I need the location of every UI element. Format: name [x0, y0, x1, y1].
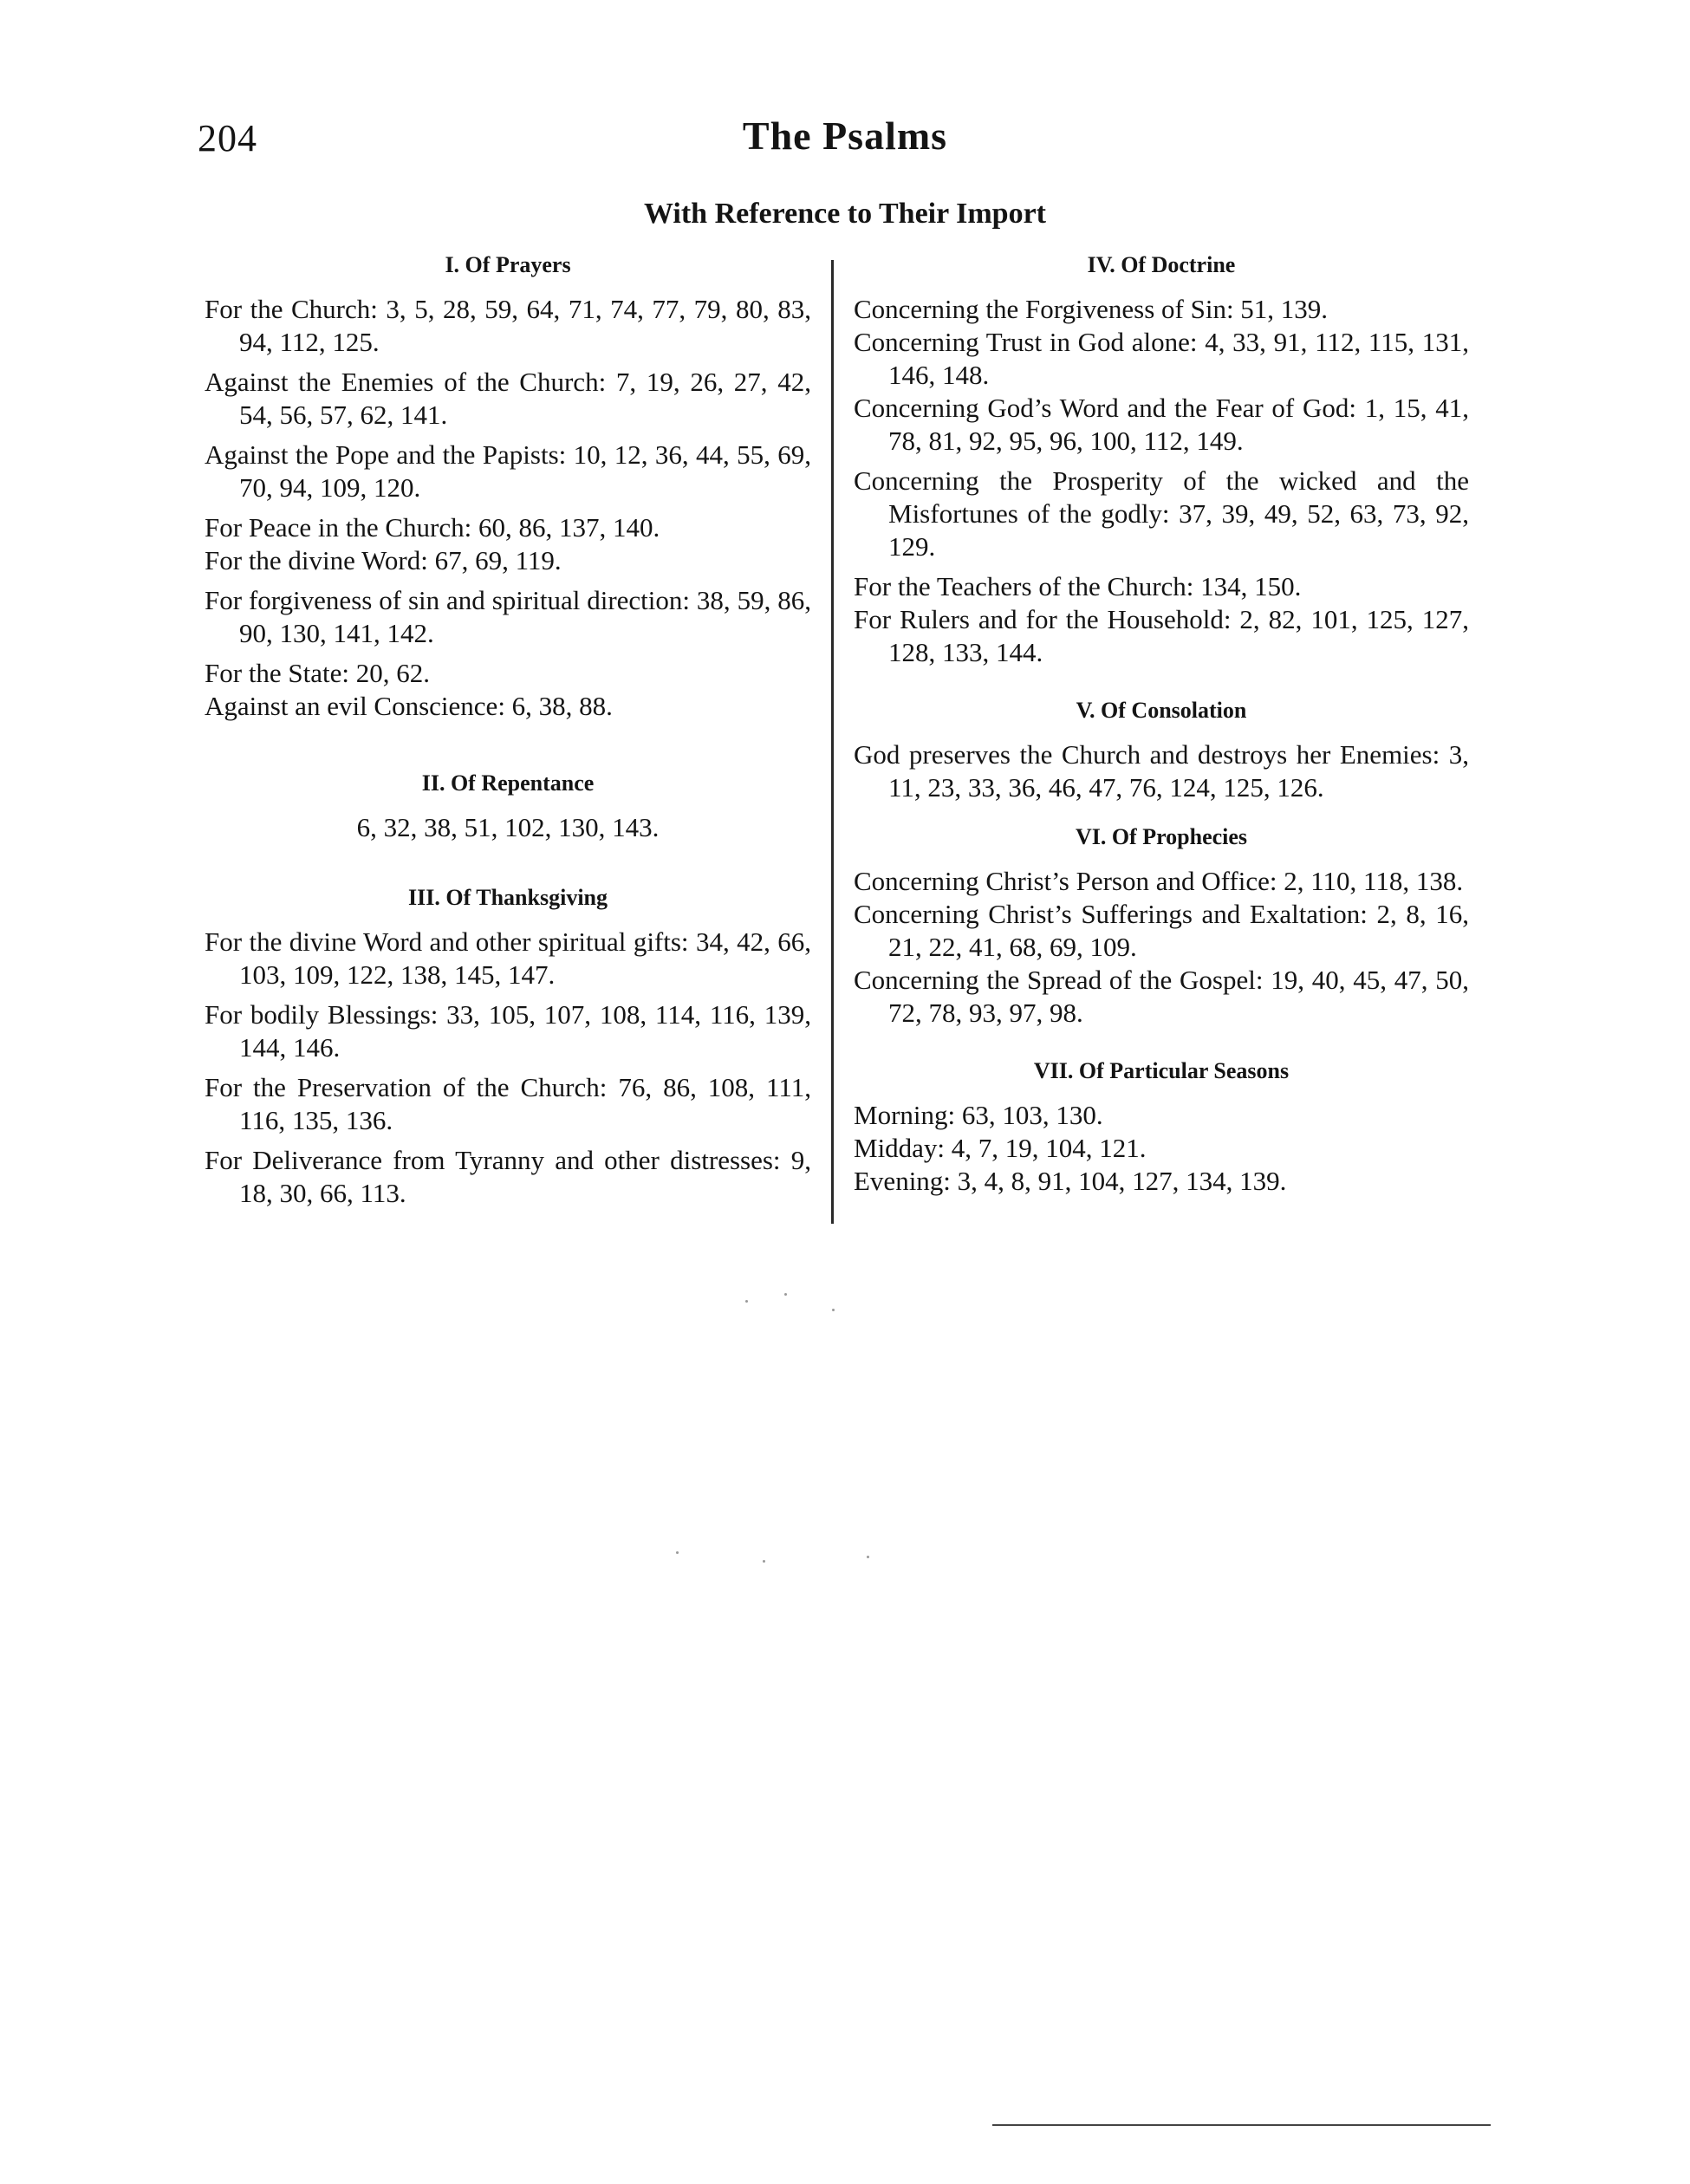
list-item: Concerning Christ’s Person and Office: 2, 110, 118, 138.: [854, 866, 1464, 896]
scan-speck: [867, 1556, 869, 1558]
section-heading: II. Of Repentance: [421, 770, 595, 796]
list-item: Concerning Christ’s Sufferings and Exaltation: 2, 8, 16, 21, 22, 41, 68, 69, 109.: [854, 899, 1469, 962]
list-item: Against the Pope and the Papists: 10, 12, 36, 44, 55, 69, 70, 94, 109, 120.: [205, 439, 811, 503]
list-item: For Deliverance from Tyranny and other distresses: 9, 18, 30, 66, 113.: [205, 1145, 811, 1208]
scan-speck: [745, 1300, 748, 1303]
section-prophecies: [854, 823, 1469, 1030]
page-number: 204: [198, 117, 257, 159]
list-item: Against the Enemies of the Church: 7, 19, 26, 27, 42, 54, 56, 57, 62, 141.: [205, 367, 811, 430]
section-repentance: [205, 770, 811, 844]
section-heading: V. Of Consolation: [1076, 698, 1247, 723]
page-title: The Psalms: [742, 114, 948, 158]
list-item: For the Preservation of the Church: 76, 86, 108, 111, 116, 135, 136.: [205, 1072, 811, 1135]
list-item: Evening: 3, 4, 8, 91, 104, 127, 134, 139.: [854, 1166, 1287, 1196]
column-divider: [831, 260, 834, 1224]
section-seasons: [854, 1057, 1469, 1198]
list-item: For the divine Word: 67, 69, 119.: [205, 545, 562, 575]
list-item: Concerning the Spread of the Gospel: 19, 40, 45, 47, 50, 72, 78, 93, 97, 98.: [854, 965, 1469, 1028]
scan-speck: [763, 1560, 765, 1563]
right-column: [854, 251, 1469, 1198]
list-item: For Rulers and for the Household: 2, 82, 101, 125, 127, 128, 133, 144.: [854, 604, 1469, 667]
scan-speck: [784, 1293, 787, 1296]
list-item: Concerning the Forgiveness of Sin: 51, 139.: [854, 294, 1329, 324]
scan-speck: [676, 1551, 679, 1554]
section-heading: VII. Of Particular Seasons: [1033, 1058, 1290, 1083]
list-item: Midday: 4, 7, 19, 104, 121.: [854, 1133, 1147, 1163]
list-item: For the State: 20, 62.: [205, 658, 431, 688]
list-item: For bodily Blessings: 33, 105, 107, 108, 114, 116, 139, 144, 146.: [205, 999, 811, 1063]
left-column: [205, 251, 811, 1217]
list-item: Concerning God’s Word and the Fear of God: 1, 15, 41, 78, 81, 92, 95, 96, 100, 112, 149.: [854, 393, 1469, 456]
list-item: For the Church: 3, 5, 28, 59, 64, 71, 74, 77, 79, 80, 83, 94, 112, 125.: [205, 294, 811, 357]
section-heading: I. Of Prayers: [445, 252, 571, 277]
page-subtitle: With Reference to Their Import: [644, 198, 1046, 230]
list-item: For Peace in the Church: 60, 86, 137, 140.: [205, 512, 660, 543]
list-item: Morning: 63, 103, 130.: [854, 1100, 1103, 1130]
psalm-list: 6, 32, 38, 51, 102, 130, 143.: [356, 812, 660, 842]
list-item: God preserves the Church and destroys her Enemies: 3, 11, 23, 33, 36, 46, 47, 76, 124, 125, 126.: [854, 739, 1469, 803]
section-thanksgiving: [205, 884, 811, 1210]
list-item: For the divine Word and other spiritual gifts: 34, 42, 66, 103, 109, 122, 138, 145, 147.: [205, 926, 811, 990]
section-heading: IV. Of Doctrine: [1087, 252, 1236, 277]
scan-speck: [832, 1309, 835, 1311]
section-prayers: [205, 251, 811, 723]
list-item: For the Teachers of the Church: 134, 150.: [854, 571, 1302, 601]
list-item: Concerning Trust in God alone: 4, 33, 91, 112, 115, 131, 146, 148.: [854, 327, 1469, 390]
section-consolation: [854, 697, 1469, 804]
section-doctrine: [854, 251, 1469, 669]
section-heading: VI. Of Prophecies: [1075, 824, 1248, 849]
bottom-rule: [992, 2124, 1491, 2126]
section-heading: III. Of Thanksgiving: [407, 885, 608, 910]
list-item: For forgiveness of sin and spiritual direction: 38, 59, 86, 90, 130, 141, 142.: [205, 585, 811, 648]
list-item: Concerning the Prosperity of the wicked and the Misfortunes of the godly: 37, 39, 49, 52, 63, 73, 92, 129.: [854, 465, 1469, 562]
list-item: Against an evil Conscience: 6, 38, 88.: [205, 691, 613, 721]
